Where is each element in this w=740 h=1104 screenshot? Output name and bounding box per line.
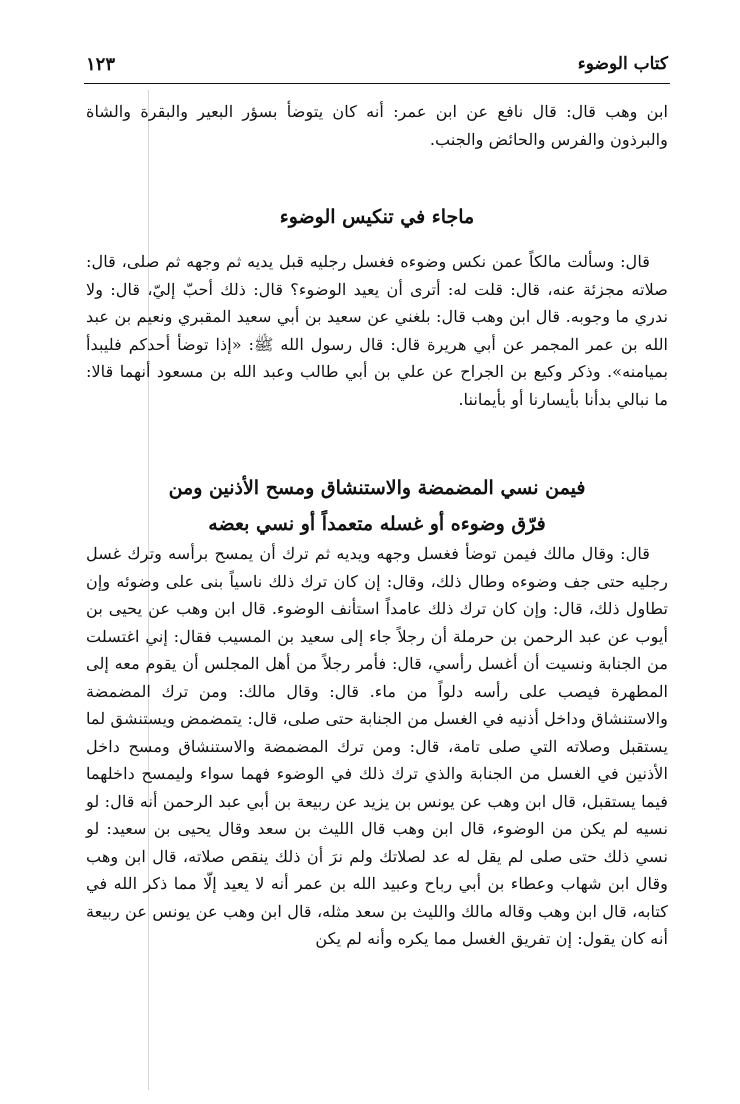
section-heading-madmada <box>86 470 668 542</box>
section-heading-line-2: فرّق وضوءه أو غسله متعمداً أو نسي بعضه <box>208 513 546 535</box>
section-heading-line-1: فيمن نسي المضمضة والاستنشاق ومسح الأذنين ومن <box>168 477 586 499</box>
intro-paragraph: ابن وهب قال: قال نافع عن ابن عمر: أنه كان يتوضأ بسؤر البعير والبقرة والشاة والبرذون والفرس والحائض والجنب. <box>86 102 668 149</box>
section2-paragraph: قال: وقال مالك فيمن توضأ فغسل وجهه ويديه ثم ترك أن يمسح برأسه وترك غسل رجليه حتى جف وضوءه وطال ذلك، وقال: إن كان ترك ذلك ناسياً بنى على وضوئه وإن تطاول ذلك، قال: وإن كان ترك ذلك عامداً استأنف الوضوء. قال ابن وهب عن يحيى بن أيوب عن عبد الرحمن بن حرملة أن رجلاً جاء إلى سعيد بن المسيب فقال: إني اغتسلت من الجنابة ونسيت أن أغسل رأسي، قال: فأمر رجلاً من أهل المجلس أن يقوم معه إلى المطهرة فيصب على رأسه دلواً من ماء. قال: وقال مالك: ومن ترك المضمضة والاستنشاق وداخل أذنيه في الغسل من الجنابة حتى صلى، قال: يتمضمض ويستنشق لما يستقبل وصلاته التي صلى تامة، قال: ومن ترك المضمضة والاستنشاق ومسح داخل الأذنين في الغسل من الجنابة والذي ترك ذلك في الوضوء فهما سواء وليمسح داخلهما فيما يستقبل، قال ابن وهب عن يونس بن يزيد عن ربيعة بن أبي عبد الرحمن أنه قال: لو نسيه لم يكن من الوضوء، قال ابن وهب قال الليث بن سعد وقال يحيى بن سعيد: لو نسي ذلك حتى صلى لم يقل له عد لصلاتك ولم نرَ أن ذلك ينقص صلاته، قال ابن وهب وقال ابن شهاب وعطاء بن أبي رباح وعبيد الله بن عمر أنه لا يعيد إلّا مما ذكر الله في كتابه، قال ابن وهب وقاله مالك والليث بن سعد مثله، قال ابن وهب عن يونس عن ربيعة أنه كان يقول: إن تفريق الغسل مما يكره وأنه لم يكن <box>86 544 668 948</box>
section1-block <box>86 248 668 413</box>
section-heading-tankis: ماجاء في تنكيس الوضوء <box>279 206 475 228</box>
page-header <box>86 50 668 80</box>
section2-block <box>86 540 668 953</box>
intro-block <box>86 98 668 153</box>
section1-paragraph: قال: وسألت مالكاً عمن نكس وضوءه فغسل رجليه قبل يديه ثم وجهه ثم صلى، قال: صلاته مجزئة عنه، قال: قلت له: أترى أن يعيد الوضوء؟ قال: ذلك أحبّ إليّ، قال: ولا ندري ما وجوبه. قال ابن وهب قال: بلغني عن سعيد بن أبي سعيد المقبري ونعيم بن عبد الله بن عمر المجمر عن أبي هريرة قال: قال رسول الله ﷺ: «إذا توضأ أحدكم فليبدأ بميامنه». وذكر وكيع بن الجراح عن علي بن أبي طالب وعبد الله بن مسعود أنهما قالا: ما نبالي بدأنا بأيسارنا أو بأيماننا. <box>86 252 668 409</box>
header-rule <box>84 83 670 84</box>
running-title: كتاب الوضوء <box>577 54 668 74</box>
page-number: ١٢٣ <box>86 54 116 75</box>
